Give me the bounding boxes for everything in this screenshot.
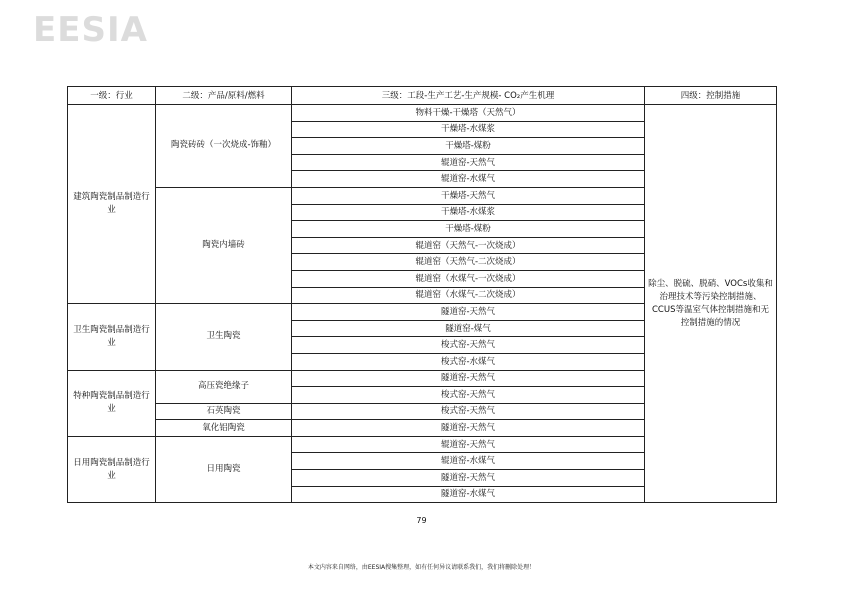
industry-cell: 卫生陶瓷制品制造行业 [68, 304, 156, 370]
product-cell: 卫生陶瓷 [156, 304, 292, 370]
eesia-logo: EESIA [33, 10, 148, 50]
process-cell: 梭式窑-水煤气 [292, 353, 645, 370]
product-cell: 高压瓷绝缘子 [156, 370, 292, 403]
process-cell: 隧道窑-天然气 [292, 420, 645, 437]
process-cell: 梭式窑-天然气 [292, 387, 645, 404]
industry-cell: 日用陶瓷制品制造行业 [68, 436, 156, 502]
product-cell: 日用陶瓷 [156, 436, 292, 502]
process-cell: 干燥塔-水煤浆 [292, 204, 645, 221]
header-level-4: 四级：控制措施 [645, 87, 777, 105]
process-cell: 干燥塔-天然气 [292, 187, 645, 204]
product-cell: 氧化铝陶瓷 [156, 420, 292, 437]
process-cell: 干燥塔-水煤浆 [292, 121, 645, 138]
product-cell: 石英陶瓷 [156, 403, 292, 420]
page-number: 79 [416, 516, 427, 525]
footer-disclaimer: 本文内容来自网络，由EESIA搜集整理，如有任何异议请联系我们，我们将删除处理！ [307, 564, 536, 571]
process-cell: 干燥塔-煤粉 [292, 221, 645, 238]
process-cell: 隧道窑-天然气 [292, 370, 645, 387]
process-cell: 辊道窑（水煤气-一次烧成） [292, 270, 645, 287]
process-cell: 辊道窑（天然气-一次烧成） [292, 237, 645, 254]
process-cell: 隧道窑-天然气 [292, 304, 645, 321]
process-cell: 物料干燥-干燥塔（天然气） [292, 105, 645, 122]
process-cell: 干燥塔-煤粉 [292, 138, 645, 155]
table-row [68, 105, 777, 122]
control-measures-cell: 除尘、脱硫、脱硝、VOCs收集和治理技术等污染控制措施、CCUS等温室气体控制措施和无控制措施的情况 [645, 105, 777, 503]
process-cell: 梭式窑-天然气 [292, 403, 645, 420]
header-level-1: 一级：行业 [68, 87, 156, 105]
product-cell: 陶瓷内墙砖 [156, 187, 292, 303]
table-header-row [68, 87, 777, 105]
product-cell: 陶瓷砖砖（一次烧成-饰釉） [156, 105, 292, 188]
process-cell: 辊道窑（水煤气-二次烧成） [292, 287, 645, 304]
process-cell: 隧道窑-水煤气 [292, 486, 645, 503]
process-cell: 辊道窑-天然气 [292, 154, 645, 171]
process-cell: 辊道窑-水煤气 [292, 453, 645, 470]
process-cell: 辊道窑-天然气 [292, 436, 645, 453]
header-level-3: 三级：工段-生产工艺-生产规模- CO₂产生机理 [292, 87, 645, 105]
process-cell: 梭式窑-天然气 [292, 337, 645, 354]
process-cell: 辊道窑-水煤气 [292, 171, 645, 188]
process-cell: 辊道窑（天然气-二次烧成） [292, 254, 645, 271]
classification-table [67, 86, 777, 503]
process-cell: 隧道窑-煤气 [292, 320, 645, 337]
header-level-2: 二级：产品/原料/燃料 [156, 87, 292, 105]
process-cell: 隧道窑-天然气 [292, 470, 645, 487]
industry-cell: 特种陶瓷制品制造行业 [68, 370, 156, 436]
industry-cell: 建筑陶瓷制品制造行业 [68, 105, 156, 304]
